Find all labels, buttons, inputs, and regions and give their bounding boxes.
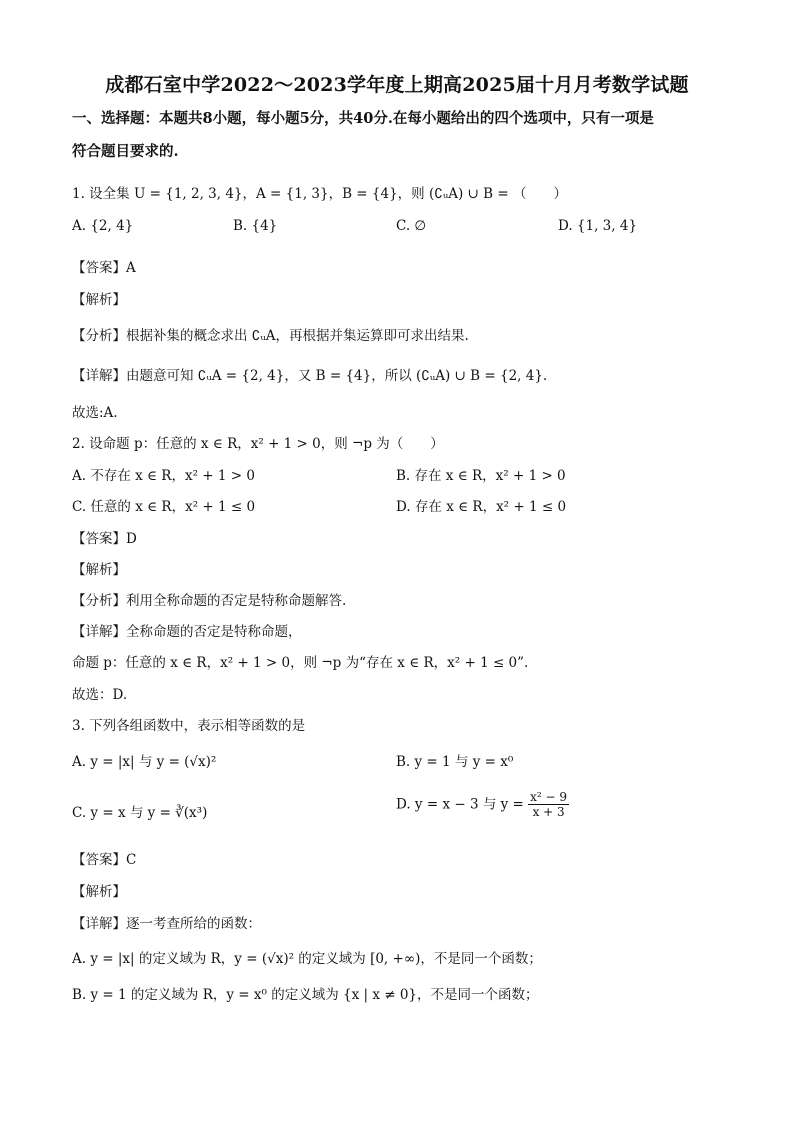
q1-xiangjie: 【详解】由题意可知 ∁ᵤA = {2, 4}，又 B = {4}，所以 (∁ᵤA) ∪ B = {2, 4}.	[72, 368, 548, 384]
q3-line-b: B. y = 1 的定义域为 R，y = x⁰ 的定义域为 {x | x ≠ 0}，不是同一个函数；	[72, 987, 539, 1003]
q3-answer: 【答案】C	[72, 852, 137, 868]
q1-jiexi: 【解析】	[72, 292, 126, 308]
q3-option-d-prefix: D. y = x − 3 与 y =	[396, 796, 524, 813]
q2-fenxi: 【分析】利用全称命题的否定是特称命题解答.	[72, 593, 347, 609]
q1-fenxi: 【分析】根据补集的概念求出 ∁ᵤA，再根据并集运算即可求出结果.	[72, 328, 469, 344]
fraction-denominator: x + 3	[532, 805, 565, 820]
q2-stem: 2. 设命题 p：任意的 x ∈ R，x² + 1 > 0，则 ¬p 为（ ）	[72, 436, 444, 452]
q1-guxuan: 故选:A.	[72, 405, 118, 421]
page-title: 成都石室中学2022～2023学年度上期高2025届十月月考数学试题	[105, 74, 689, 96]
q3-line-a: A. y = |x| 的定义域为 R，y = (√x)² 的定义域为 [0, +∞)，不是同一个函数；	[72, 951, 542, 967]
q1-option-b: B. {4}	[233, 218, 278, 234]
q3-jiexi: 【解析】	[72, 884, 126, 900]
q3-stem: 3. 下列各组函数中，表示相等函数的是	[72, 718, 306, 734]
q2-guxuan: 故选：D.	[72, 687, 128, 703]
q3-option-b: B. y = 1 与 y = x⁰	[396, 754, 514, 770]
section-heading-line2: 符合题目要求的.	[72, 143, 179, 160]
q3-option-d-fraction	[528, 790, 569, 820]
q2-option-b: B. 存在 x ∈ R，x² + 1 > 0	[396, 468, 566, 484]
q3-option-d	[396, 790, 569, 820]
q1-answer: 【答案】A	[72, 260, 136, 276]
q3-xiangjie: 【详解】逐一考查所给的函数：	[72, 916, 261, 932]
q1-option-a: A. {2, 4}	[72, 218, 134, 234]
q2-option-c: C. 任意的 x ∈ R，x² + 1 ≤ 0	[72, 499, 256, 515]
fraction-numerator: x² − 9	[530, 790, 568, 804]
section-heading-line1: 一、选择题：本题共8小题，每小题5分，共40分.在每小题给出的四个选项中，只有一项是	[72, 110, 654, 127]
q2-option-a: A. 不存在 x ∈ R，x² + 1 > 0	[72, 468, 255, 484]
q2-xiangjie: 【详解】全称命题的否定是特称命题，	[72, 624, 302, 640]
q2-answer: 【答案】D	[72, 531, 137, 547]
q2-xiangjie-line2: 命题 p：任意的 x ∈ R，x² + 1 > 0，则 ¬p 为“存在 x ∈ R，x² + 1 ≤ 0”.	[72, 655, 529, 671]
q2-jiexi: 【解析】	[72, 562, 126, 578]
q2-option-d: D. 存在 x ∈ R，x² + 1 ≤ 0	[396, 499, 567, 515]
q1-stem: 1. 设全集 U = {1, 2, 3, 4}，A = {1, 3}，B = {4}，则 (∁ᵤA) ∪ B = （ ）	[72, 186, 567, 202]
q3-option-a: A. y = |x| 与 y = (√x)²	[72, 754, 217, 770]
q3-option-c: C. y = x 与 y = ∛(x³)	[72, 805, 208, 821]
q1-option-c: C. ∅	[396, 218, 427, 234]
q1-option-d: D. {1, 3, 4}	[558, 218, 638, 234]
